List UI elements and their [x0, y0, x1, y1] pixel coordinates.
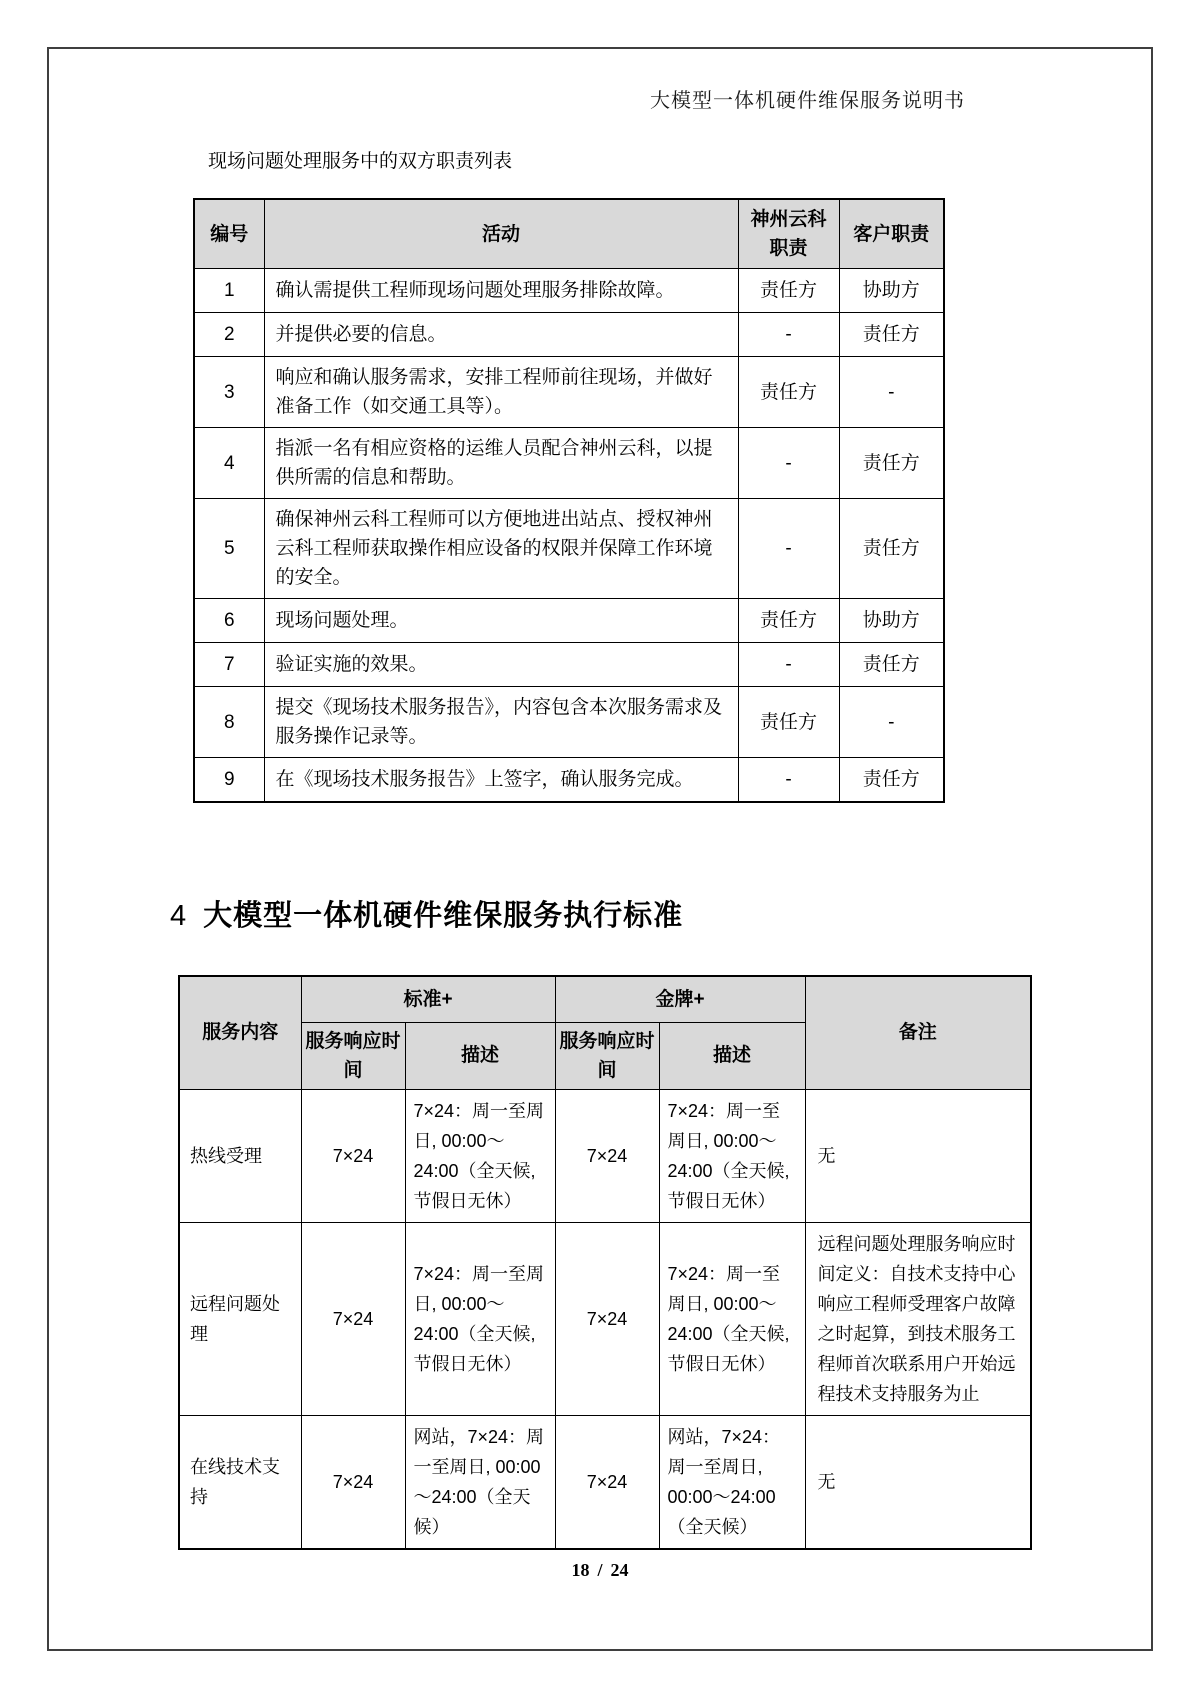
vendor-role-cell: -	[738, 428, 839, 499]
page-number-current: 18	[571, 1560, 590, 1580]
col-header-response-time-standard: 服务响应时间	[301, 1022, 405, 1089]
table-row	[194, 758, 944, 802]
customer-role-cell: 协助方	[839, 269, 944, 313]
activity-cell: 提交《现场技术服务报告》，内容包含本次服务需求及服务操作记录等。	[264, 687, 738, 758]
row-number-cell: 2	[194, 313, 264, 357]
page-number-total: 24	[610, 1560, 629, 1580]
table-row	[194, 599, 944, 643]
section-number: 4	[170, 900, 187, 932]
table-row	[179, 1415, 1031, 1549]
table-row	[194, 357, 944, 428]
standard-response-time-cell: 7×24	[301, 1222, 405, 1415]
standard-description-cell: 7×24：周一至周日, 00:00～24:00（全天候, 节假日无休）	[405, 1089, 555, 1222]
activity-cell: 并提供必要的信息。	[264, 313, 738, 357]
col-header-number: 编号	[194, 199, 264, 269]
vendor-role-cell: 责任方	[738, 269, 839, 313]
vendor-role-cell: -	[738, 499, 839, 599]
vendor-role-cell: -	[738, 313, 839, 357]
gold-response-time-cell: 7×24	[555, 1089, 659, 1222]
vendor-role-cell: -	[738, 758, 839, 802]
table-row	[179, 1089, 1031, 1222]
customer-role-cell: 责任方	[839, 758, 944, 802]
table-row	[194, 687, 944, 758]
col-header-vendor-role: 神州云科职责	[738, 199, 839, 269]
vendor-role-cell: -	[738, 643, 839, 687]
activity-cell: 在《现场技术服务报告》上签字，确认服务完成。	[264, 758, 738, 802]
responsibility-table	[193, 198, 945, 803]
standard-response-time-cell: 7×24	[301, 1089, 405, 1222]
table-row	[194, 499, 944, 599]
row-number-cell: 5	[194, 499, 264, 599]
standard-description-cell: 网站，7×24：周一至周日, 00:00～24:00（全天候）	[405, 1415, 555, 1549]
customer-role-cell: -	[839, 687, 944, 758]
remark-cell: 远程问题处理服务响应时间定义：自技术支持中心响应工程师受理客户故障之时起算，到技术服务工程师首次联系用户开始远程技术支持服务为止	[805, 1222, 1031, 1415]
remark-cell: 无	[805, 1415, 1031, 1549]
page-footer	[0, 1560, 1200, 1581]
activity-cell: 确认需提供工程师现场问题处理服务排除故障。	[264, 269, 738, 313]
customer-role-cell: 责任方	[839, 428, 944, 499]
section-heading	[170, 893, 683, 934]
vendor-role-cell: 责任方	[738, 599, 839, 643]
customer-role-cell: -	[839, 357, 944, 428]
standard-description-cell: 7×24：周一至周日, 00:00～24:00（全天候, 节假日无休）	[405, 1222, 555, 1415]
activity-cell: 响应和确认服务需求，安排工程师前往现场，并做好准备工作（如交通工具等）。	[264, 357, 738, 428]
page-number-separator: /	[597, 1560, 603, 1580]
col-header-gold-plus: 金牌+	[555, 976, 805, 1022]
col-header-description-gold: 描述	[659, 1022, 805, 1089]
col-header-activity: 活动	[264, 199, 738, 269]
table-row	[194, 643, 944, 687]
row-number-cell: 4	[194, 428, 264, 499]
gold-description-cell: 7×24：周一至周日, 00:00～24:00（全天候, 节假日无休）	[659, 1089, 805, 1222]
col-header-description-standard: 描述	[405, 1022, 555, 1089]
table-row	[179, 1222, 1031, 1415]
gold-response-time-cell: 7×24	[555, 1222, 659, 1415]
col-header-response-time-gold: 服务响应时间	[555, 1022, 659, 1089]
sla-standards-table	[178, 975, 1032, 1550]
customer-role-cell: 责任方	[839, 313, 944, 357]
table-header-row-tiers	[179, 976, 1031, 1022]
customer-role-cell: 协助方	[839, 599, 944, 643]
gold-description-cell: 网站，7×24：周一至周日, 00:00～24:00（全天候）	[659, 1415, 805, 1549]
standard-response-time-cell: 7×24	[301, 1415, 405, 1549]
gold-response-time-cell: 7×24	[555, 1415, 659, 1549]
table-row	[194, 313, 944, 357]
table-row	[194, 269, 944, 313]
vendor-role-cell: 责任方	[738, 357, 839, 428]
activity-cell: 确保神州云科工程师可以方便地进出站点、授权神州云科工程师获取操作相应设备的权限并保障工作环境的安全。	[264, 499, 738, 599]
col-header-remark: 备注	[805, 976, 1031, 1089]
col-header-customer-role: 客户职责	[839, 199, 944, 269]
row-number-cell: 3	[194, 357, 264, 428]
row-number-cell: 1	[194, 269, 264, 313]
table-header-row	[194, 199, 944, 269]
vendor-role-cell: 责任方	[738, 687, 839, 758]
row-number-cell: 7	[194, 643, 264, 687]
service-name-cell: 远程问题处理	[179, 1222, 301, 1415]
service-name-cell: 在线技术支持	[179, 1415, 301, 1549]
service-name-cell: 热线受理	[179, 1089, 301, 1222]
col-header-standard-plus: 标准+	[301, 976, 555, 1022]
customer-role-cell: 责任方	[839, 643, 944, 687]
activity-cell: 指派一名有相应资格的运维人员配合神州云科，以提供所需的信息和帮助。	[264, 428, 738, 499]
customer-role-cell: 责任方	[839, 499, 944, 599]
row-number-cell: 8	[194, 687, 264, 758]
document-header-title: 大模型一体机硬件维保服务说明书	[650, 90, 965, 112]
intro-text: 现场问题处理服务中的双方职责列表	[208, 151, 513, 172]
remark-cell: 无	[805, 1089, 1031, 1222]
activity-cell: 现场问题处理。	[264, 599, 738, 643]
row-number-cell: 6	[194, 599, 264, 643]
gold-description-cell: 7×24：周一至周日, 00:00～24:00（全天候, 节假日无休）	[659, 1222, 805, 1415]
table-row	[194, 428, 944, 499]
row-number-cell: 9	[194, 758, 264, 802]
section-title: 大模型一体机硬件维保服务执行标准	[203, 900, 684, 932]
activity-cell: 验证实施的效果。	[264, 643, 738, 687]
col-header-service: 服务内容	[179, 976, 301, 1089]
